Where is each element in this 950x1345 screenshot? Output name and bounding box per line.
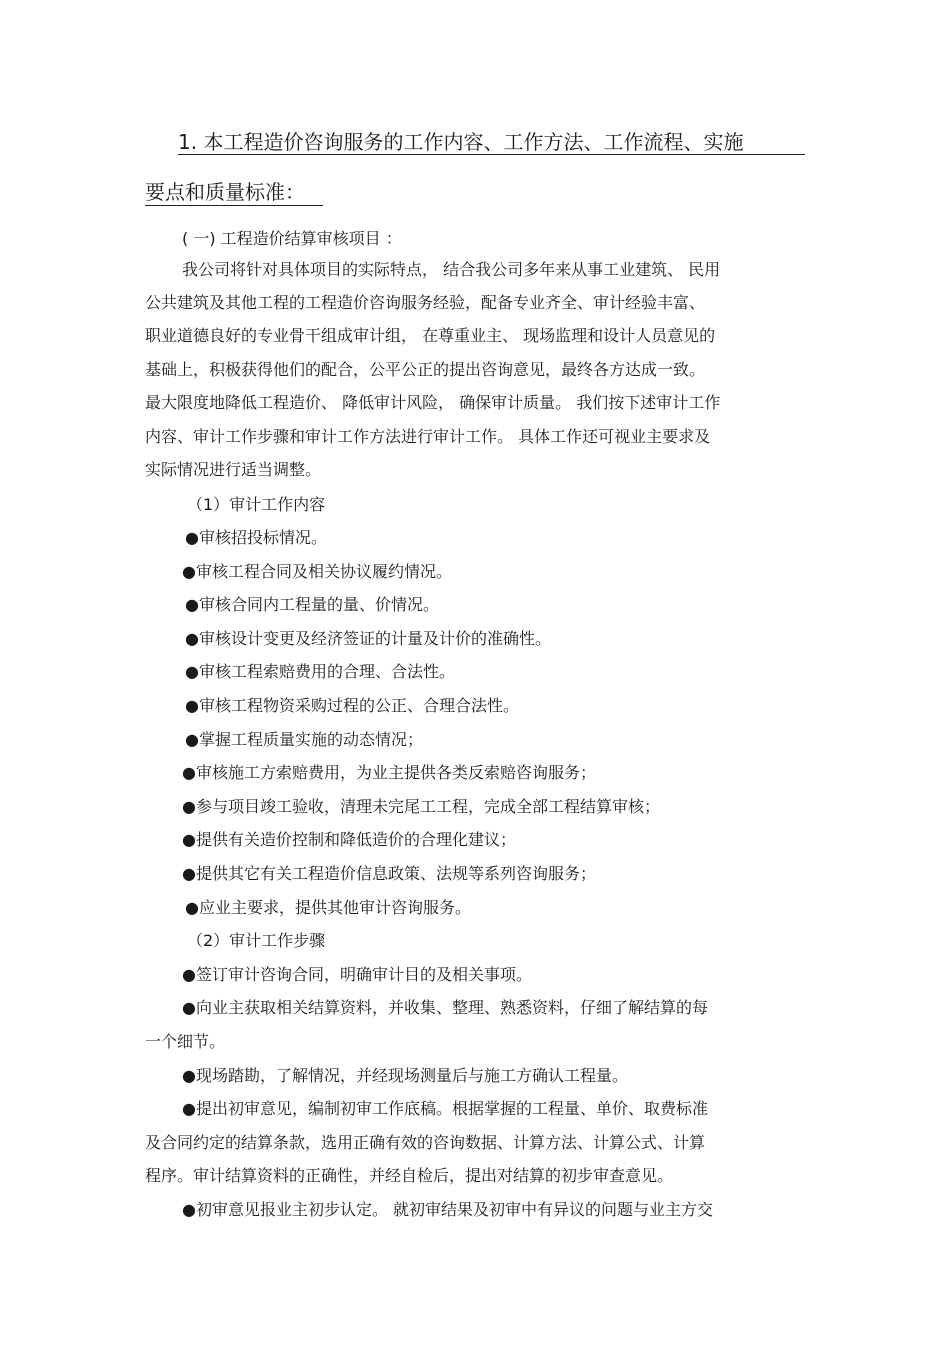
list-item: ●提供其它有关工程造价信息政策、法规等系列咨询服务；: [182, 864, 596, 883]
list-item: ●审核工程索赔费用的合理、合法性。: [185, 662, 455, 681]
heading-line-2: 要点和质量标准：: [145, 180, 305, 204]
heading-underline-2: [145, 205, 323, 206]
list-item: ●参与项目竣工验收，清理未完尾工工程，完成全部工程结算审核；: [182, 797, 660, 816]
step-line: ●签订审计咨询合同，明确审计目的及相关事项。: [182, 965, 532, 984]
list-item: ●审核工程合同及相关协议履约情况。: [182, 562, 452, 581]
intro-line: 内容、审计工作步骤和审计工作方法进行审计工作。 具体工作还可视业主要求及: [145, 427, 711, 446]
step-line: ●现场踏勘，了解情况，并经现场测量后与施工方确认工程量。: [182, 1066, 628, 1085]
section-title: ( 一) 工程造价结算审核项目 ：: [182, 229, 402, 248]
list-item: ●审核工程物资采购过程的公正、合理合法性。: [185, 696, 519, 715]
list-item: ●审核设计变更及经济签证的计量及计价的准确性。: [185, 629, 551, 648]
intro-line: 职业道德良好的专业骨干组成审计组， 在尊重业主、 现场监理和设计人员意见的: [145, 326, 716, 345]
step-line: ●初审意见报业主初步认定。 就初审结果及初审中有异议的问题与业主方交: [182, 1200, 714, 1219]
list-item: ●提供有关造价控制和降低造价的合理化建议；: [182, 830, 516, 849]
list-item: ●审核施工方索赔费用，为业主提供各类反索赔咨询服务；: [182, 763, 596, 782]
intro-line: 公共建筑及其他工程的工程造价咨询服务经验，配备专业齐全、审计经验丰富、: [145, 293, 706, 312]
heading-line-1: 1. 本工程造价咨询服务的工作内容、工作方法、工作流程、实施: [178, 130, 744, 154]
intro-line: 最大限度地降低工程造价、 降低审计风险， 确保审计质量。 我们按下述审计工作: [145, 393, 721, 412]
list-item: ●掌握工程质量实施的动态情况；: [185, 730, 423, 749]
part2-title: （2）审计工作步骤: [187, 931, 326, 950]
intro-line: 基础上，积极获得他们的配合，公平公正的提出咨询意见，最终各方达成一致。: [145, 360, 706, 379]
intro-line: 我公司将针对具体项目的实际特点， 结合我公司多年来从事工业建筑、 民用: [182, 260, 721, 279]
step-line: 一个细节。: [145, 1032, 226, 1051]
step-line: ●向业主获取相关结算资料，并收集、整理、熟悉资料，仔细了解结算的每: [182, 998, 708, 1017]
list-item: ●审核招投标情况。: [185, 528, 327, 547]
list-item: ●审核合同内工程量的量、价情况。: [185, 595, 439, 614]
step-line: 及合同约定的结算条款，选用正确有效的咨询数据、计算方法、计算公式、计算: [145, 1133, 706, 1152]
part1-title: （1）审计工作内容: [187, 495, 326, 514]
list-item: ●应业主要求，提供其他审计咨询服务。: [185, 898, 471, 917]
step-line: 程序。审计结算资料的正确性，并经自检后，提出对结算的初步审查意见。: [145, 1166, 674, 1185]
heading-underline-1: [178, 154, 805, 155]
intro-line: 实际情况进行适当调整。: [145, 460, 322, 479]
step-line: ●提出初审意见，编制初审工作底稿。根据掌握的工程量、单价、取费标准: [182, 1099, 708, 1118]
